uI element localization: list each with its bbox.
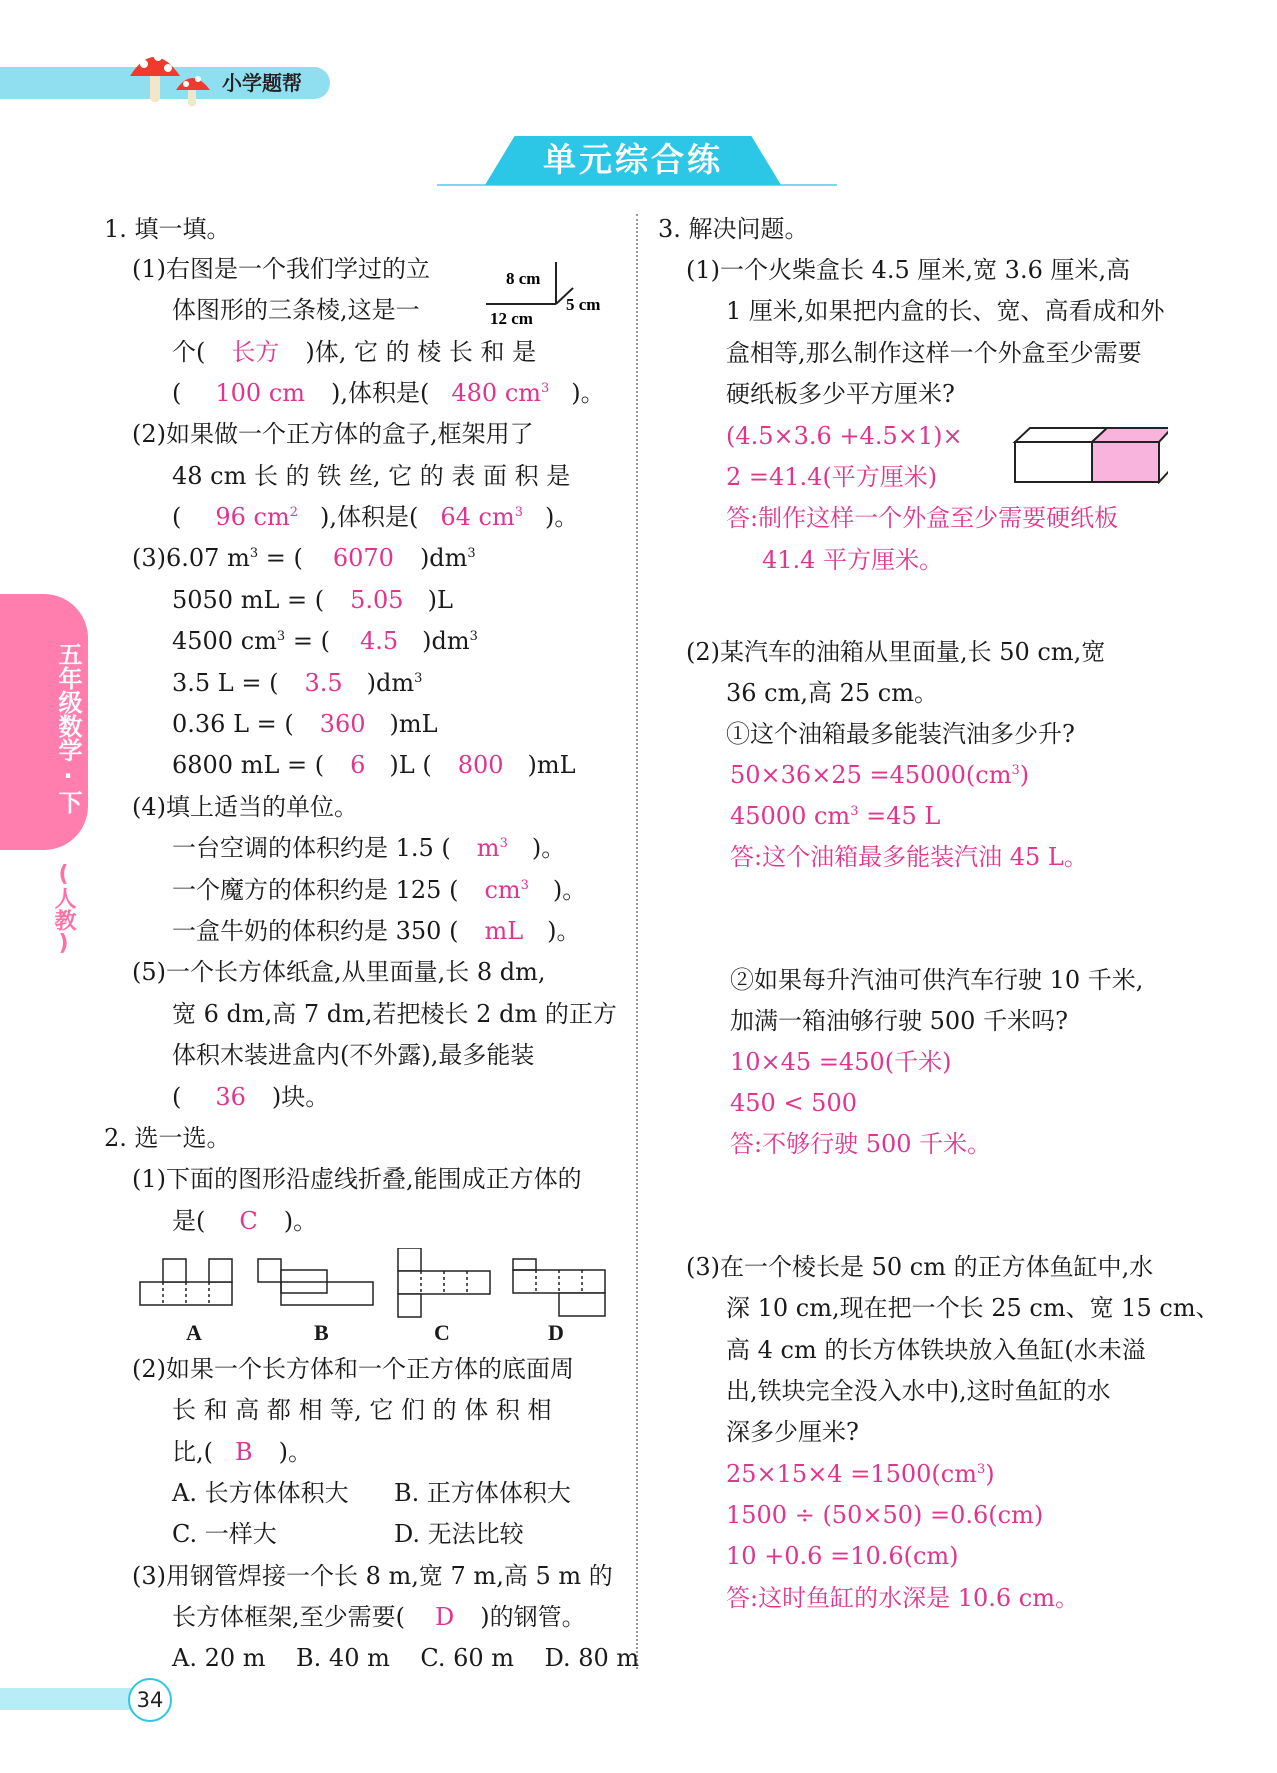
p3-line3: 高 4 cm 的长方体铁块放入鱼缸(水未溢 bbox=[726, 1336, 1146, 1364]
c2-line3: 比,( B )。 bbox=[172, 1438, 313, 1466]
q1-line4: ( 100 cm ),体积是( 480 $cm^3$ )。 bbox=[172, 379, 605, 407]
q4-row3: 一盒牛奶的体积约是 350 ( mL )。 bbox=[172, 917, 581, 945]
answer-text: 4.5 bbox=[359, 627, 399, 655]
q4-row1: 一台空调的体积约是 1.5 ( $m^3$ )。 bbox=[172, 834, 566, 862]
brand-name: 小学题帮 bbox=[222, 71, 302, 95]
answer-text: mL bbox=[484, 917, 524, 945]
net-label-d: D bbox=[548, 1320, 564, 1345]
q2-line1: (2)如果做一个正方体的盒子,框架用了 bbox=[132, 420, 534, 448]
q5-line2: 宽 6 dm,高 7 dm,若把棱长 2 dm 的正方 bbox=[172, 1000, 617, 1028]
q3-row3: 4500 $cm^3$ = ( 4.5 )$dm^3$ bbox=[172, 627, 478, 655]
p2-sub1: ①这个油箱最多能装汽油多少升? bbox=[726, 720, 1075, 748]
c2-option-a: A. 长方体体积大 bbox=[172, 1479, 349, 1507]
answer-text: cm bbox=[484, 876, 521, 904]
p1-answer1: (4.5×3.6 +4.5×1)× bbox=[726, 422, 963, 450]
grade-label: 五年级数学·下 bbox=[54, 642, 82, 814]
answer-text: B bbox=[235, 1438, 253, 1466]
edges-figure bbox=[478, 252, 623, 326]
p1-answer2: 2 =41.4(平方厘米) bbox=[726, 463, 938, 491]
p2-line1: (2)某汽车的油箱从里面量,长 50 cm,宽 bbox=[686, 638, 1106, 666]
edge-label: 5 cm bbox=[566, 295, 601, 314]
q3-row4: 3.5 L = ( 3.5 )$dm^3$ bbox=[172, 669, 423, 697]
c2-option-d: D. 无法比较 bbox=[394, 1520, 524, 1548]
answer-text: 480 cm bbox=[451, 379, 542, 407]
section-2-title: 2. 选一选。 bbox=[104, 1124, 231, 1152]
p2-answer3: 答:这个油箱最多能装汽油 45 L。 bbox=[730, 843, 1088, 871]
c2-line1: (2)如果一个长方体和一个正方体的底面周 bbox=[132, 1355, 574, 1383]
answer-text: 100 cm bbox=[215, 379, 306, 407]
c1-line1: (1)下面的图形沿虚线折叠,能围成正方体的 bbox=[132, 1165, 582, 1193]
answer-text: 3.5 bbox=[304, 669, 343, 697]
p1-answer3: 答:制作这样一个外盒至少需要硬纸板 bbox=[726, 504, 1119, 532]
answer-text: 6 bbox=[350, 751, 366, 779]
page-title: 单元综合练 bbox=[543, 140, 723, 179]
p3-line5: 深多少厘米? bbox=[726, 1418, 859, 1446]
answer-text: 64 cm bbox=[440, 503, 515, 531]
p2-answer1: $50\times 36\times 25 =45000(cm^3)$ bbox=[730, 761, 1030, 789]
q5-line1: (5)一个长方体纸盒,从里面量,长 8 dm, bbox=[132, 958, 546, 986]
q3-row6: 6800 mL = ( 6 )L ( 800 )mL bbox=[172, 751, 576, 779]
q1-line2: 体图形的三条棱,这是一 bbox=[172, 296, 420, 324]
c2-option-b: B. 正方体体积大 bbox=[394, 1479, 571, 1507]
c2-option-c: C. 一样大 bbox=[172, 1520, 277, 1548]
edge-label: 8 cm bbox=[506, 269, 541, 288]
p2-answer4: 10×45 =450(千米) bbox=[730, 1048, 952, 1076]
c1-line2: 是( C )。 bbox=[172, 1207, 318, 1235]
p2-sub2-line2: 加满一箱油够行驶 500 千米吗? bbox=[730, 1007, 1068, 1035]
p1-line3: 盒相等,那么制作这样一个外盒至少需要 bbox=[726, 339, 1142, 367]
column-divider bbox=[636, 214, 638, 1669]
q5-line4: ( 36 )块。 bbox=[172, 1083, 330, 1111]
p3-answer4: 答:这时鱼缸的水深是 10.6 cm。 bbox=[726, 1584, 1079, 1612]
c3-options: A. 20 m B. 40 m C. 60 m D. 80 m bbox=[172, 1644, 640, 1672]
c3-line2: 长方体框架,至少需要( D )的钢管。 bbox=[172, 1603, 586, 1631]
answer-text: 5.05 bbox=[350, 586, 404, 614]
p1-line1: (1)一个火柴盒长 4.5 厘米,宽 3.6 厘米,高 bbox=[686, 256, 1131, 284]
answer-text: D bbox=[435, 1603, 455, 1631]
p3-answer2: 1500 ÷ (50×50) =0.6(cm) bbox=[726, 1501, 1044, 1529]
answer-text: 长方 bbox=[231, 338, 280, 366]
matchbox-figure bbox=[1012, 424, 1168, 484]
c2-line2: 长 和 高 都 相 等, 它 们 的 体 积 相 bbox=[172, 1396, 552, 1424]
q4-title: (4)填上适当的单位。 bbox=[132, 793, 358, 821]
net-label-b: B bbox=[314, 1320, 329, 1345]
footer-band bbox=[0, 1688, 140, 1710]
p3-line4: 出,铁块完全没入水中),这时鱼缸的水 bbox=[726, 1377, 1111, 1405]
p1-answer4: 41.4 平方厘米。 bbox=[762, 546, 944, 574]
q3-row1: (3)6.07 $m^3$ = ( 6070 )$dm^3$ bbox=[132, 544, 476, 572]
net-label-a: A bbox=[186, 1320, 202, 1345]
answer-text: 800 bbox=[457, 751, 504, 779]
answer-text: 6070 bbox=[332, 544, 394, 572]
p2-line2: 36 cm,高 25 cm。 bbox=[726, 679, 938, 707]
c3-line1: (3)用钢管焊接一个长 8 m,宽 7 m,高 5 m 的 bbox=[132, 1562, 613, 1590]
q4-row2: 一个魔方的体积约是 125 ( $cm^3$ )。 bbox=[172, 876, 587, 904]
q1-line1: (1)右图是一个我们学过的立 bbox=[132, 255, 430, 283]
cube-nets-figure bbox=[138, 1248, 618, 1320]
q1-line3: 个( 长方 )体, 它 的 棱 长 和 是 bbox=[172, 338, 537, 366]
page-number: 34 bbox=[128, 1678, 172, 1722]
q3-row2: 5050 mL = ( 5.05 )L bbox=[172, 586, 453, 614]
section-1-title: 1. 填一填。 bbox=[104, 215, 231, 243]
p2-answer2: 45000 $cm^3 =45$ L bbox=[730, 802, 941, 830]
answer-text: 96 cm bbox=[215, 503, 290, 531]
p3-answer1: $25\times 15\times 4 =1500(cm^3)$ bbox=[726, 1460, 995, 1488]
answer-text: 360 bbox=[319, 710, 366, 738]
q2-line2: 48 cm 长 的 铁 丝, 它 的 表 面 积 是 bbox=[172, 462, 571, 490]
net-label-c: C bbox=[434, 1320, 450, 1345]
answer-text: C bbox=[239, 1207, 258, 1235]
p1-line2: 1 厘米,如果把内盒的长、宽、高看成和外 bbox=[726, 297, 1165, 325]
q3-row5: 0.36 L = ( 360 )mL bbox=[172, 710, 438, 738]
edge-label: 12 cm bbox=[490, 309, 533, 326]
section-3-title: 3. 解决问题。 bbox=[658, 215, 809, 243]
edition-label: (人教) bbox=[51, 862, 76, 956]
answer-text: m bbox=[476, 834, 500, 862]
q5-line3: 体积木装进盒内(不外露),最多能装 bbox=[172, 1041, 535, 1069]
p2-answer6: 答:不够行驶 500 千米。 bbox=[730, 1130, 992, 1158]
mushroom-icon bbox=[128, 44, 218, 110]
p3-answer3: 10 +0.6 =10.6(cm) bbox=[726, 1542, 959, 1570]
q2-line3: ( 96 $cm^2$ ),体积是( 64 $cm^3$ )。 bbox=[172, 503, 579, 531]
p2-answer5: 450 < 500 bbox=[730, 1089, 857, 1117]
p1-line4: 硬纸板多少平方厘米? bbox=[726, 380, 955, 408]
p2-sub2-line1: ②如果每升汽油可供汽车行驶 10 千米, bbox=[730, 966, 1144, 994]
answer-text: 36 bbox=[215, 1083, 246, 1111]
p3-line2: 深 10 cm,现在把一个长 25 cm、宽 15 cm、 bbox=[726, 1294, 1220, 1322]
p3-line1: (3)在一个棱长是 50 cm 的正方体鱼缸中,水 bbox=[686, 1253, 1154, 1281]
